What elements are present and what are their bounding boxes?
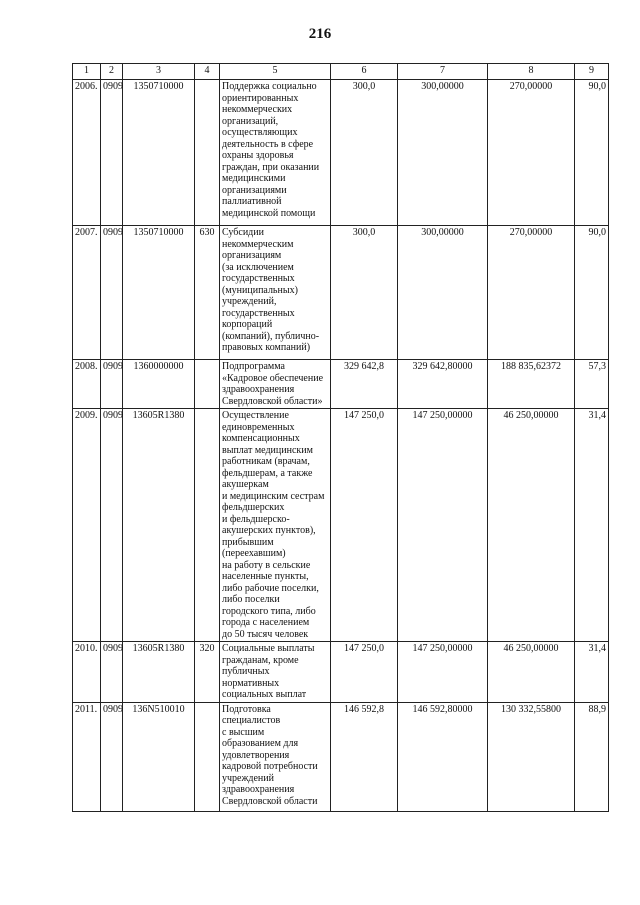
executed-amount-cell: 130 332,55800 bbox=[488, 702, 575, 811]
section-code-cell: 0909 bbox=[101, 409, 123, 642]
item-name-line: и фельдшерско- bbox=[222, 513, 290, 525]
plan-exact-amount-cell: 146 592,80000 bbox=[398, 702, 488, 811]
table-row bbox=[73, 360, 609, 409]
item-name-line: и медицинским сестрам bbox=[222, 490, 325, 502]
plan-amount-cell: 329 642,8 bbox=[331, 360, 398, 409]
item-name-line: (за исключением bbox=[222, 261, 294, 273]
row-number-cell: 2011. bbox=[73, 702, 101, 811]
item-name-line: единовременных bbox=[222, 421, 295, 433]
expense-type-cell: 630 bbox=[195, 226, 220, 360]
column-header: 5 bbox=[220, 64, 331, 80]
row-number-cell: 2010. bbox=[73, 642, 101, 703]
item-name-line: Подготовка bbox=[222, 703, 271, 715]
item-name-cell bbox=[220, 642, 331, 703]
item-name-line: до 50 тысяч человек bbox=[222, 628, 309, 640]
target-code-cell: 1350710000 bbox=[123, 226, 195, 360]
executed-amount-cell: 188 835,62372 bbox=[488, 360, 575, 409]
item-name-cell bbox=[220, 360, 331, 409]
item-name-line: граждан, при оказании bbox=[222, 161, 320, 173]
item-name-line: фельдшерских bbox=[222, 502, 285, 513]
item-name-line: акушерских пунктов), bbox=[222, 525, 316, 536]
plan-amount-cell: 147 250,0 bbox=[331, 409, 398, 642]
item-name-line: Свердловской области bbox=[222, 795, 318, 807]
target-code-cell: 1360000000 bbox=[123, 360, 195, 409]
item-name-line: публичных bbox=[222, 666, 270, 677]
section-code-cell: 0909 bbox=[101, 226, 123, 360]
section-code-cell: 0909 bbox=[101, 360, 123, 409]
target-code-cell: 13605R1380 bbox=[123, 409, 195, 642]
target-code-cell: 1350710000 bbox=[123, 80, 195, 226]
executed-amount-cell: 46 250,00000 bbox=[488, 409, 575, 642]
item-name-line: работникам (врачам, bbox=[222, 456, 310, 467]
item-name-line: Осуществление bbox=[222, 410, 289, 421]
item-name-line: учреждений, bbox=[222, 296, 277, 307]
column-header: 4 bbox=[195, 64, 220, 80]
column-header: 2 bbox=[101, 64, 123, 80]
item-name-cell bbox=[220, 80, 331, 226]
expense-type-cell bbox=[195, 360, 220, 409]
item-name-line: охраны здоровья bbox=[222, 150, 294, 161]
item-name-line: кадровой потребности bbox=[222, 761, 318, 772]
item-name-line: осуществляющих bbox=[222, 127, 298, 138]
execution-percent-cell: 57,3 bbox=[575, 360, 609, 409]
plan-amount-cell: 300,0 bbox=[331, 80, 398, 226]
item-name-cell bbox=[220, 226, 331, 360]
expense-type-cell bbox=[195, 702, 220, 811]
item-name-line: акушеркам bbox=[222, 479, 269, 490]
plan-amount-cell: 146 592,8 bbox=[331, 702, 398, 811]
item-name-line: специалистов bbox=[222, 715, 281, 726]
execution-percent-cell: 90,0 bbox=[575, 226, 609, 360]
execution-percent-cell: 31,4 bbox=[575, 642, 609, 703]
item-name-line: Поддержка социально bbox=[222, 81, 317, 92]
column-header: 8 bbox=[488, 64, 575, 80]
item-name-line: учреждений bbox=[222, 772, 274, 784]
row-number-cell: 2006. bbox=[73, 80, 101, 226]
item-name-line: городского типа, либо bbox=[222, 605, 316, 617]
item-name-line: (муниципальных) bbox=[222, 284, 298, 296]
item-name-line: на работу в сельские bbox=[222, 559, 311, 571]
item-name-line: ориентированных bbox=[222, 92, 299, 104]
section-code-cell: 0909 bbox=[101, 80, 123, 226]
item-name-line: правовых компаний) bbox=[222, 342, 311, 353]
page-number: 216 bbox=[308, 26, 332, 42]
item-name-line: здравоохранения bbox=[222, 384, 295, 395]
plan-exact-amount-cell: 329 642,80000 bbox=[398, 360, 488, 409]
item-name-line: с высшим bbox=[222, 726, 265, 738]
item-name-line: медицинской помощи bbox=[222, 207, 316, 219]
item-name-line: (переехавшим) bbox=[222, 548, 286, 559]
item-name-line: удовлетворения bbox=[222, 749, 290, 761]
item-name-line: (компаний), публично- bbox=[222, 330, 320, 342]
item-name-line: некоммерческим bbox=[222, 238, 294, 250]
column-header: 3 bbox=[123, 64, 195, 80]
execution-percent-cell: 88,9 bbox=[575, 702, 609, 811]
row-number-cell: 2007. bbox=[73, 226, 101, 360]
executed-amount-cell: 270,00000 bbox=[488, 80, 575, 226]
item-name-line: организаций, bbox=[222, 115, 279, 127]
item-name-line: деятельность в сфере bbox=[222, 138, 314, 150]
column-header: 7 bbox=[398, 64, 488, 80]
plan-exact-amount-cell: 300,00000 bbox=[398, 80, 488, 226]
expense-type-cell bbox=[195, 80, 220, 226]
execution-percent-cell: 31,4 bbox=[575, 409, 609, 642]
item-name-line: Свердловской области» bbox=[222, 395, 323, 407]
column-header: 1 bbox=[73, 64, 101, 80]
expense-type-cell bbox=[195, 409, 220, 642]
item-name-line: компенсационных bbox=[222, 433, 300, 444]
executed-amount-cell: 270,00000 bbox=[488, 226, 575, 360]
table-row bbox=[73, 642, 609, 703]
table-row bbox=[73, 226, 609, 360]
item-name-line: паллиативной bbox=[222, 196, 282, 207]
item-name-line: прибывшим bbox=[222, 536, 274, 548]
column-header: 9 bbox=[575, 64, 609, 80]
table-row bbox=[73, 409, 609, 642]
item-name-line: государственных bbox=[222, 307, 295, 319]
item-name-cell bbox=[220, 702, 331, 811]
section-code-cell: 0909 bbox=[101, 702, 123, 811]
execution-percent-cell: 90,0 bbox=[575, 80, 609, 226]
table-row bbox=[73, 702, 609, 811]
plan-exact-amount-cell: 147 250,00000 bbox=[398, 409, 488, 642]
target-code-cell: 136N510010 bbox=[123, 702, 195, 811]
item-name-line: населенные пункты, bbox=[222, 571, 309, 582]
item-name-line: «Кадровое обеспечение bbox=[222, 372, 324, 384]
item-name-line: некоммерческих bbox=[222, 104, 293, 115]
item-name-line: гражданам, кроме bbox=[222, 654, 299, 666]
item-name-line: Подпрограмма bbox=[222, 361, 285, 372]
item-name-line: здравоохранения bbox=[222, 784, 295, 795]
item-name-line: Социальные выплаты bbox=[222, 643, 315, 654]
item-name-line: либо рабочие поселки, bbox=[222, 582, 319, 594]
item-name-line: государственных bbox=[222, 273, 295, 284]
item-name-line: организациями bbox=[222, 184, 287, 196]
item-name-line: фельдшерам, а также bbox=[222, 467, 313, 479]
expense-type-cell: 320 bbox=[195, 642, 220, 703]
item-name-cell bbox=[220, 409, 331, 642]
table-body bbox=[73, 80, 609, 812]
target-code-cell: 13605R1380 bbox=[123, 642, 195, 703]
item-name-line: корпораций bbox=[222, 319, 273, 330]
plan-exact-amount-cell: 147 250,00000 bbox=[398, 642, 488, 703]
item-name-line: Субсидии bbox=[222, 227, 264, 238]
row-number-cell: 2009. bbox=[73, 409, 101, 642]
item-name-line: образованием для bbox=[222, 738, 299, 749]
item-name-line: социальных выплат bbox=[222, 689, 307, 700]
table-header-row bbox=[73, 64, 609, 80]
table-row bbox=[73, 80, 609, 226]
column-header: 6 bbox=[331, 64, 398, 80]
section-code-cell: 0909 bbox=[101, 642, 123, 703]
row-number-cell: 2008. bbox=[73, 360, 101, 409]
item-name-line: города с населением bbox=[222, 617, 310, 628]
plan-amount-cell: 147 250,0 bbox=[331, 642, 398, 703]
item-name-line: медицинскими bbox=[222, 173, 286, 184]
budget-table bbox=[72, 63, 609, 812]
plan-exact-amount-cell: 300,00000 bbox=[398, 226, 488, 360]
plan-amount-cell: 300,0 bbox=[331, 226, 398, 360]
item-name-line: нормативных bbox=[222, 677, 280, 689]
item-name-line: либо поселки bbox=[222, 594, 280, 605]
executed-amount-cell: 46 250,00000 bbox=[488, 642, 575, 703]
item-name-line: организациям bbox=[222, 250, 282, 261]
item-name-line: выплат медицинским bbox=[222, 444, 313, 456]
